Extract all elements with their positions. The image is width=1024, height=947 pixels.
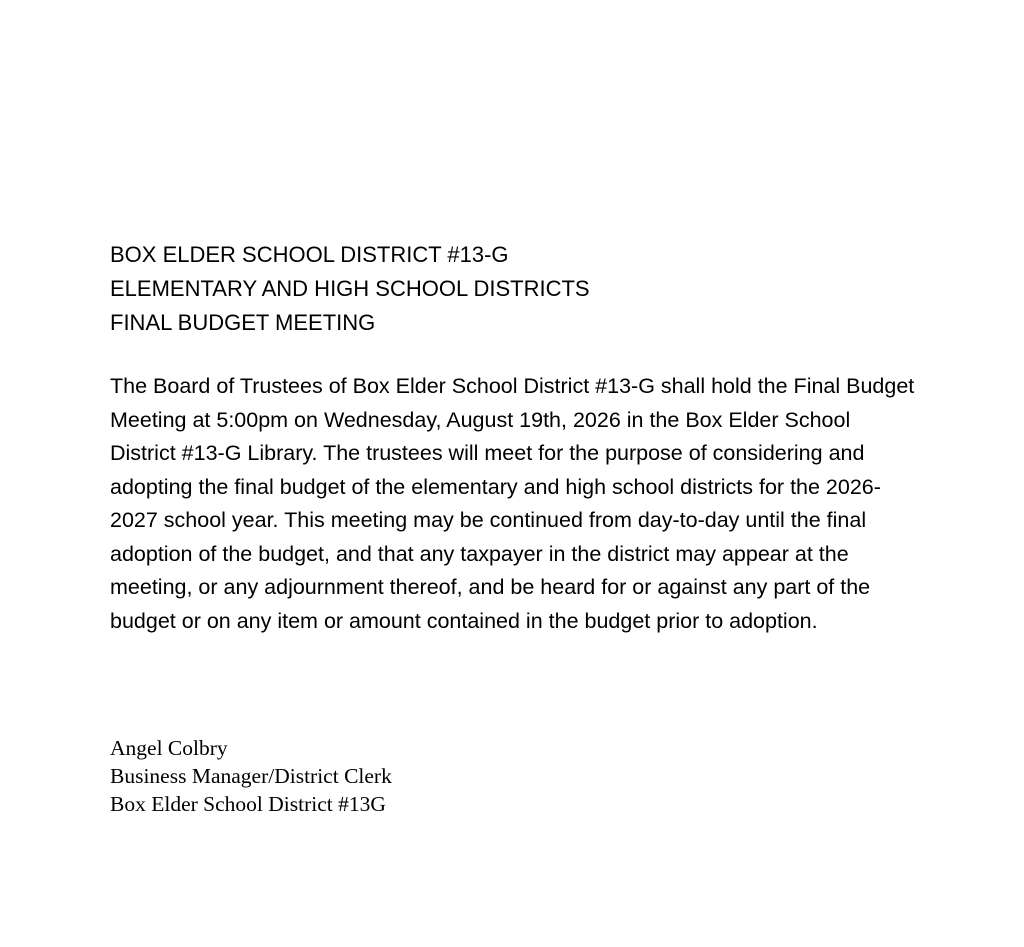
signer-name: Angel Colbry [110,736,228,760]
signer-organization: Box Elder School District #13G [110,792,386,816]
signer-title: Business Manager/District Clerk [110,764,392,788]
signature-block [110,734,710,818]
district-name-heading: BOX ELDER SCHOOL DISTRICT #13-G [110,242,509,267]
meeting-title: FINAL BUDGET MEETING [110,310,376,335]
notice-heading [110,238,930,340]
notice-body-paragraph: The Board of Trustees of Box Elder School District #13-G shall hold the Final Budget Meeting at 5:00pm on Wednesday, August 19th, 2026 in the Box Elder School District #13-G Library. The trustees will meet for the purpose of considering and adopting the final budget of the elementary and high school districts for the 2026-2027 school year. This meeting may be continued from day-to-day until the final adoption of the budget, and that any taxpayer in the district may appear at the meeting, or any adjournment thereof, and be heard for or against any part of the budget or on any item or amount contained in the budget prior to adoption. [110,374,915,633]
districts-subheading: ELEMENTARY AND HIGH SCHOOL DISTRICTS [110,276,590,301]
